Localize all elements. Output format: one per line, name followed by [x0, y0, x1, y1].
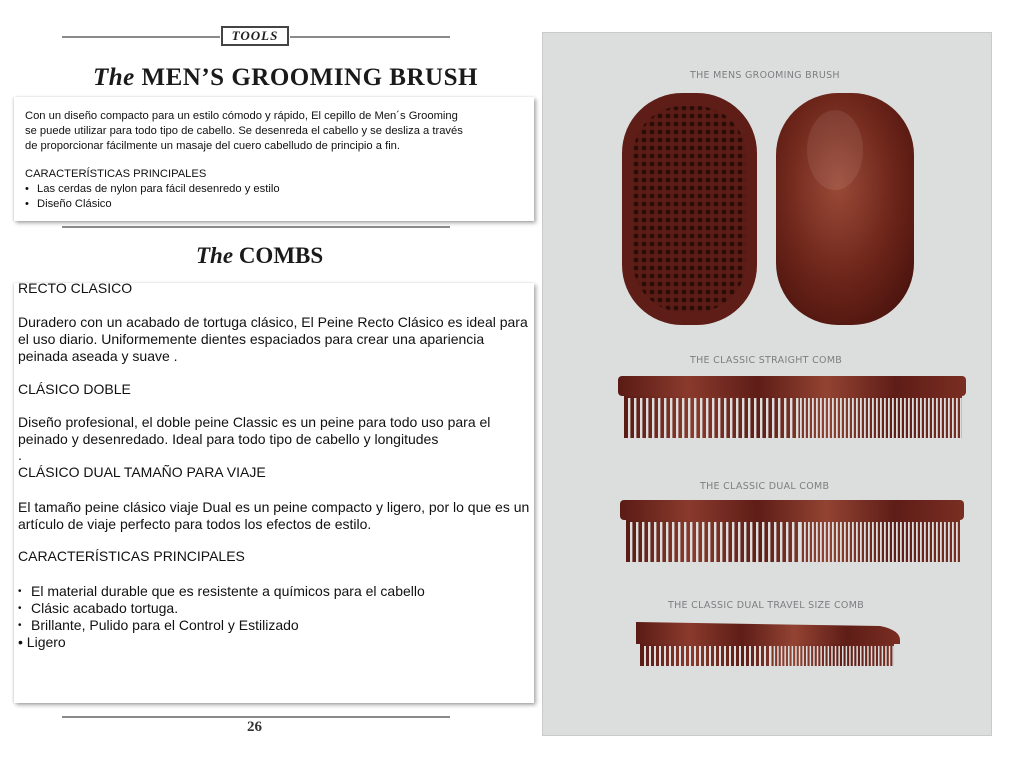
brush-desc-line-2: se puede utilizar para todo tipo de cabello. Se desenreda el cabello y se desliza a través	[25, 125, 463, 137]
combs-heading-title: COMBS	[238, 243, 324, 268]
doble-line-3: .	[18, 447, 22, 463]
recto-line-3: peinada aseada y suave .	[18, 348, 178, 364]
combs-feature-bullet: •	[18, 620, 22, 631]
doble-heading: CLÁSICO DOBLE	[18, 381, 131, 397]
brush-feature-2: Diseño Clásico	[37, 198, 112, 210]
recto-line-2: el uso diario. Uniformemente dientes espaciados para crear una apariencia	[18, 331, 485, 347]
combs-feature-bullet: •	[18, 603, 22, 614]
photo-label-travel: THE CLASSIC DUAL TRAVEL SIZE COMB	[668, 600, 865, 611]
brush-desc-line-1: Con un diseño compacto para un estilo cómodo y rápido, El cepillo de Men´s Grooming	[25, 110, 458, 122]
doble-line-2: peinado y desenredado. Ideal para todo tipo de cabello y longitudes	[18, 431, 439, 447]
combs-feature-3: Brillante, Pulido para el Control y Estilizado	[31, 617, 299, 633]
recto-line-1: Duradero con un acabado de tortuga clásico, El Peine Recto Clásico es ideal para	[18, 314, 528, 330]
photo-label-dual: THE CLASSIC DUAL COMB	[700, 481, 830, 492]
viaje-line-2: artículo de viaje perfecto para todos los efectos de estilo.	[18, 516, 372, 532]
brush-heading-title: MEN’S GROOMING BRUSH	[141, 64, 478, 91]
page-number: 26	[247, 719, 262, 735]
combs-feature-2: Clásic acabado tortuga.	[31, 600, 179, 616]
doble-line-1: Diseño profesional, el doble peine Classic es un peine para todo uso para el	[18, 414, 491, 430]
combs-feature-1: El material durable que es resistente a químicos para el cabello	[31, 583, 425, 599]
viaje-line-1: El tamaño peine clásico viaje Dual es un peine compacto y ligero, por lo que es un	[18, 499, 530, 515]
combs-features-heading: CARACTERÍSTICAS PRINCIPALES	[18, 548, 245, 564]
photo-label-straight: THE CLASSIC STRAIGHT COMB	[690, 355, 843, 366]
brush-feature-bullet: •	[25, 198, 29, 210]
brush-feature-bullet: •	[25, 183, 29, 195]
brush-bristle-side	[622, 93, 757, 325]
combs-heading-prefix: The	[196, 243, 234, 268]
brush-back-side	[776, 93, 914, 325]
recto-heading: RECTO CLASICO	[18, 280, 133, 296]
combs-feature-4: • Ligero	[18, 634, 66, 650]
brush-heading-prefix: The	[93, 64, 135, 91]
photo-label-brush: THE MENS GROOMING BRUSH	[690, 70, 840, 81]
combs-feature-bullet: •	[18, 586, 22, 597]
viaje-heading: CLÁSICO DUAL TAMAÑO PARA VIAJE	[18, 464, 266, 480]
brush-desc-line-3: de proporcionar fácilmente un masaje del cuero cabelludo de principio a fin.	[25, 140, 401, 152]
brush-features-heading: CARACTERÍSTICAS PRINCIPALES	[25, 168, 207, 180]
brush-feature-1: Las cerdas de nylon para fácil desenredo y estilo	[37, 183, 280, 195]
section-tab: TOOLS	[221, 26, 289, 46]
